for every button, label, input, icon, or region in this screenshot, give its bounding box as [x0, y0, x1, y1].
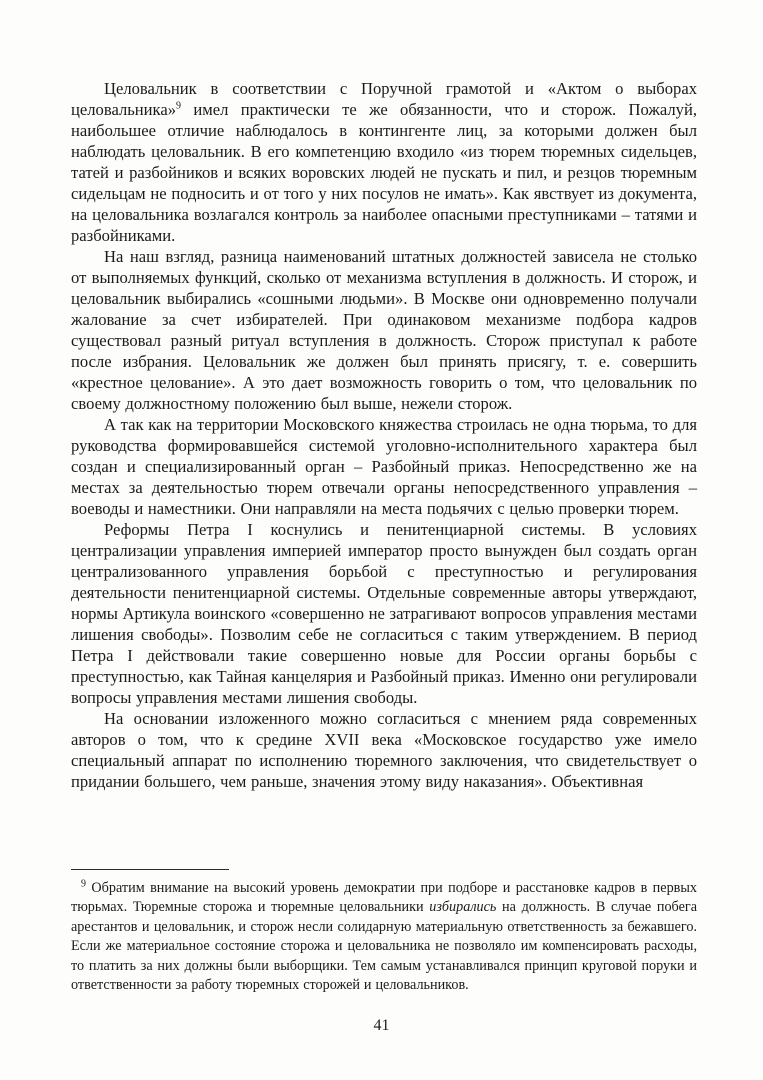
paragraph-3: А так как на территории Московского княжества строилась не одна тюрьма, то для руководства формировавшейся системой уголовно-исполнительного характера был создан и специализированный орган – Разбойный приказ. Непосредственно же на местах за деятельностью тюрем отвечали органы непосредственного управления – воеводы и наместники. Они направляли на места подьячих с целью проверки тюрем. — [71, 415, 697, 518]
paragraph-1 — [71, 78, 697, 246]
footnote-text: Обратим внимание на высокий уровень демократии при подборе и расстановке кадров в первых тюрьмах. Тюремные сторожа и тюремные целовальники — [71, 880, 697, 916]
footnote-marker: 9 — [81, 878, 86, 890]
footnote-reference: 9 — [176, 100, 182, 112]
footnote-italic-term: избирались — [429, 899, 497, 916]
paragraph-4: Реформы Петра I коснулись и пенитенциарной системы. В условиях централизации управления империей император просто вынужден был создать орган централизованного управления борьбой с преступностью и регулирования деятельности пенитенциарной системы. Отдельные современные авторы утверждают, нормы Артикула воинского «совершенно не затрагивают вопросов управления местами лишения свободы». Позволим себе не согласиться с таким утверждением. В период Петра I действовали такие совершенно новые для России органы борьбы с преступностью, как Тайная канцелярия и Разбойный приказ. Именно они регулировали вопросы управления местами лишения свободы. — [71, 520, 697, 707]
paragraph-5: На основании изложенного можно согласиться с мнением ряда современных авторов о том, что к средине XVII века «Московское государство уже имело специальный аппарат по исполнению тюремного заключения, что свидетельствует о придании большего, чем раньше, значения этому виду наказания». Объективная — [71, 709, 697, 791]
body-text — [71, 78, 697, 792]
footnote-separator — [71, 869, 229, 870]
paragraph-1-text: Целовальник в соответствии с Поручной грамотой и «Актом о выборах целовальника» — [71, 79, 697, 119]
paragraph-2: На наш взгляд, разница наименований штатных должностей зависела не столько от выполняемых функций, сколько от механизма вступления в должность. И сторож, и целовальник выбирались «сошными людьми». В Москве они одновременно получали жалование за счет избирателей. При одинаковом механизме подбора кадров существовал разный ритуал вступления в должность. Сторож приступал к работе после избрания. Целовальник же должен был принять присягу, т. е. совершить «крестное целование». А это дает возможность говорить о том, что целовальник по своему должностному положению был выше, нежели сторож. — [71, 247, 697, 413]
paragraph-1-text-continued: имел практически те же обязанности, что и сторож. Пожалуй, наибольшее отличие наблюдалось в контингенте лиц, за которыми должен был наблюдать целовальник. В его компетенцию входило «из тюрем тюремных сидельцев, татей и разбойников и всяких воровских людей не пускать и пил, и резцов тюремным сидельцам не подносить и от того у них посулов не имать». Как явствует из документа, на целовальника возлагался контроль за наиболее опасными преступниками – татями и разбойниками. — [71, 100, 697, 245]
page-number: 41 — [373, 1017, 390, 1034]
footnote — [71, 879, 697, 995]
footnote-text-continued: на должность. В случае побега арестантов и целовальник, и сторож несли солидарную материальную ответственность за бежавшего. Если же материальное состояние сторожа и целовальника не позволяло им компенсировать расходы, то платить за них должны были выборщики. Тем самым устанавливался принцип круговой поруки и ответственности за работу тюремных сторожей и целовальников. — [71, 899, 697, 994]
